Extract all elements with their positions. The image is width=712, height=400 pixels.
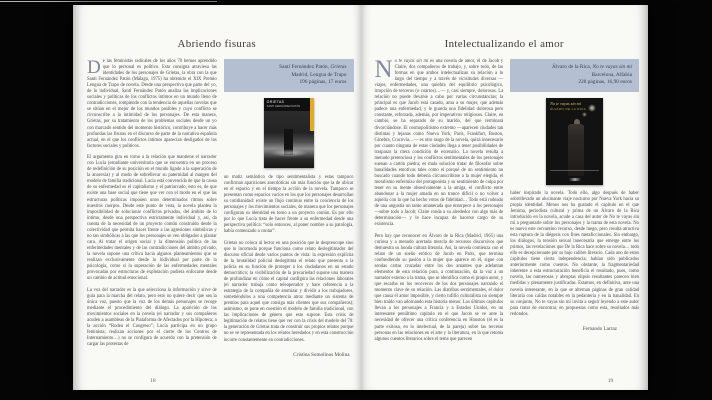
- paragraph: un matiz semántico de tipo sentimentalista y estas tampoco confirman apariciones anecdóticas sin más función que la de ubicar en el espacio y en el tiempo la acción de la novela. Tampoco se presentan como espacios vacíos en los que los personajes desarrollan su cotidianidad: existe un flujo continuo entre la conciencia de los personajes y los movimientos sociales, de manera que los personajes configuran su identidad en torno a un proyecto común. Es por ello por lo que Lucía trata de hacer frente a su enfermedad desde una perspectiva política: “solo entonces, al poner nombre a su patología, había comenzado a contar”.: [223, 174, 354, 235]
- right-column-2: [510, 59, 639, 348]
- dropcap-n: N: [374, 56, 393, 83]
- paragraph: Grietas no coloca al lector en una posición que le despreocupe sino que lo incomoda porque funciona como relato deslegitimador del discurso oficial desde varios puntos de vista: la expresión explícita de la brutalidad policial deslegitima el relato que presenta a la policía en su función de proteger a los ciudadanos en un estado democrático; la visibilización de la precariedad supone una manera de profundizar en cómo el capital configura las relaciones laborales (el narrador trabaja como teleoperador y hace referencia a la estrategia de la compañía de atomizar y dividir a los trabajadores, sometiéndolos a una competencia atroz mediante un sistema de premios para aquel que consiga más clientes que sus compañeros); asimismo, se pone en cuestión el modelo de familia tradicional, con las implicaciones de género que esto supone. Esta crisis de legitimación de relatos tiene que ver con la crisis del modelo del 78: la generación de Grietas trata de construir sus propios relatos porque no se ve representada en los relatos heredados y en esta construcción incurre constantemente en contradicciones.: [223, 240, 354, 343]
- book-author-title: Santi Fernández Patón, Grietas: [279, 64, 347, 70]
- book-publisher: Madrid, Lengua de Trapo: [291, 71, 347, 78]
- book-info-box-grietas: [224, 59, 354, 92]
- cover-light-bokeh: [588, 104, 596, 112]
- paragraph: De las feministas radicales de los años 70 hemos aprendido que lo personal es político. Esta consigna atraviesa las identidades de los personajes de Grietas, la obra con la que Santi Fernández Patón (Málaga, 1975) ha obtenido el XIX Premio Lengua de Trapo de novela. Desde una perspectiva que parte del yo, de lo individual, Santi Fernández Patón analiza las implicaciones sociales y políticas de los conflictos íntimos en un mundo lleno de contradicciones, rompiendo con la tendencia de aquellas novelas que se sitúan en el mejor de los mundos posibles y cuyo conflicto se circunscribe a la intimidad de los personajes. De esta manera, Grietas, por su tratamiento de los problemas sociales desde un yo con marcado sentido del momento histórico, contribuye a hacer más profundas las fisuras en el discurso de parte de la narrativa española actual, en el que los conflictos íntimos aparecían desligados de los factores sociales y políticos.: [87, 57, 217, 149]
- book-cover-grietas: [264, 98, 314, 168]
- page-left-content: [73, 59, 361, 358]
- paragraph: Pero hay que reconocer en Álvaro de la Rica (Madrid, 1965) una curiosa y a menudo acertada mezcla de recursos discursivos que demuestra su honda cultura literaria. Así, la novela comienza con el relato de un sueño erótico de Jacob en París, que termina confundiendo su pasión a la mujer que aparece en él, sigue con sendas cartas cruzadas entre los dos amantes que adelantan elementos de esta relación pura, a continuación, da la voz a un narrador externo a la trama, que se identifica como el propio autor, y que escarba en los recovecos de los dos personajes narrando el momento clave de su relación. Las diatribas sentimentales, el dolor que causa el amor imposible, y cierto tufillo culturalista no siempre bien traído van adornando esta historia menor. Los últimos capítulos llevan a los personajes a Francia y a Estados Unidos, en un interesante penúltimo capítulo en el que Jacob se ve ante la necesidad de ofrecer una crítica conferencia en Houston (él es la parte exitosa, en lo intelectual, de la pareja) sobre las terceras personas en las relaciones en el arte y la literatura, en la que retoma algunos cuentos literarios sobre el tema que parecen: [374, 233, 504, 342]
- paragraph: La voz del narrador es la que selecciona la información y sirve de guía para la marcha del relato, pero esto no quiere decir que sea la única voz, puesto que la voz de los demás personajes se recoge mediante el procedimiento del diálogo. La aparición de los movimientos sociales en la novela (el narrador y sus compañeros acuden a asambleas de la Plataforma de Afectados por la Hipoteca; a la acción “Rodea el Congreso”; Lucía participa en un grupo feminista; realizan acciones por el cierre de los Centros de Internamiento…) no se configura de acuerdo con la pretensión de cargar las protestas de: [87, 287, 217, 348]
- book-details: 228 páginas, 16,90 euros: [578, 79, 632, 86]
- left-column-1: [87, 59, 217, 358]
- book-cover-no-te-vayas: [546, 98, 603, 185]
- cover-railing-line: [550, 170, 599, 171]
- cover-title-text: No te vayas sin mí: [550, 100, 581, 106]
- dropcap-d: D: [87, 57, 101, 78]
- article-title-right: Intelectualizando el amor: [444, 38, 564, 50]
- paragraph: El argumento gira en torno a la relación que mantiene el narrador con Lucía (estudiante universitaria que se encuentra en un proceso de redefinición de su posición en el mundo ligado a la superación de la anorexia) y al modo de sobrellevar su paternidad al margen del modelo de familia tradicional. Lucía está convencida de que la causa de su enfermedad es el capitalismo y el patriarcado, esto es, de que existe una base social que tiene que ver con el modo en el que las estructuras políticas imponen unos determinados ritmos sobre nuestros cuerpos. Desde este punto de vista, la novela plantea la imposibilidad de solucionar conflictos privados, del ámbito de lo íntimo, desde una perspectiva estrictamente individual y, así, da cuenta de la necesidad de un proyecto común construido desde la colectividad que permita hacer frente a las agresiones simbólicas y no tan simbólicas a las que los personajes se ven obligados a plantar cara. Al tratar el origen social y la dimensión política de las enfermedades mentales y de las contradicciones del ámbito privado, la novela supone una crítica hacia algunos planteamientos que se realizan exclusivamente desde lo individual por parte de la psicología, como si la superación de las enfermedades mentales provocadas por estructuras de explotación pudiera enfocarse desde un cambio de actitud emocional.: [87, 155, 217, 282]
- left-column-2: [224, 59, 354, 358]
- publisher-logo: [569, 178, 581, 181]
- cover-figure-man: [568, 124, 584, 176]
- page-right: [361, 5, 649, 390]
- magazine-spread: [73, 5, 648, 390]
- cover-title-text: GRIETAS: [266, 99, 285, 104]
- cover-crowd-lights: [270, 149, 308, 157]
- book-publisher: Barcelona, Alfabia: [591, 71, 632, 78]
- paragraph: No te vayas sin mí es una novela de amor, el de Jacob y Claire, dos compañeros de trabajo, y, sobre todo, de las formas en que ambos intelectualizan su relación a lo largo del tiempo y a través de vicisitudes diversas —viajes, enfermedades, una quiebra del equilibrio psicológico, irrupción de terceros (o cuartos)…— y, casi siempre, dolorosas. La relación no puede llevarse a cabo por varias circunstancias; la principal es que Jacob está casado, ama a su mujer, que además padece una enfermedad, y le guarda una fidelidad dolorosa pero constante, reforzada, además, por imperativos religiosos. Claire, en cambio, se ha separado de su marido, del que terminará divorciándose. El cosmopolitismo extremo —aparecen ciudades tan distintas y lejanas como Nueva York, París, Frankfurt, Boston, Ginebra, Cracovia…— es otro rasgo de la novela, quizá innecesario por cuanto ninguna de estas ciudades llega a tener posibilidades de traspasar la mera condición de escenario. La novela resulta a menudo pretenciosa y los conflictos sentimentales de los personajes suenan a cartón piedra; es mala solución tratar de filosofar sobre banalidades emotivas tales como el porqué de un sentimiento no buscado cuando todo debería circunscribirse a la mujer elegida, el moralismo enfermizo del protagonista y su sentimiento de culpa por tener en su mente obsesivamente a la amiga, el conflicto entre abandonar a la mujer amada en un trance difícil o no volver a aquella con la que ha hecho votos de fidelidad… Todo está rodeado de una angustia un tanto amanerada que entorpece a los personajes —sobre todo a Jacob; Claire ronda a su alrededor con algo más de determinación— y le hace incapaz de hacerse cargo de su existencia.: [374, 56, 504, 228]
- reviewer-signature-left: Cristina Somolinos Molina: [293, 351, 350, 358]
- cover-author-text: ÁLVARO DE LA RICA: [550, 106, 586, 111]
- article-title-left: Abriendo fisuras: [177, 38, 256, 50]
- reviewer-signature-right: Fernando Larraz: [582, 325, 617, 332]
- window-edge-highlight: [0, 1, 217, 2]
- cover-photo-plaza: [264, 111, 314, 168]
- book-info-box-no-te-vayas: [510, 59, 639, 92]
- book-author-title: Álvaro de la Rica, No te vayas sin mí: [551, 64, 632, 70]
- right-column-1: [374, 56, 504, 348]
- book-details: 196 páginas, 17 euros: [299, 79, 347, 86]
- cover-yellow-stripe: [310, 98, 314, 131]
- page-number-right: 19: [607, 378, 614, 384]
- cover-light-bokeh: [582, 112, 587, 117]
- page-left: [73, 5, 361, 390]
- paragraph: haber inspirado la novela. Todo ello, algo después de haber sobrellevado un alucinante viaje nocturno por Nueva York hacia su propia identidad. Menos nos ha gustado el capítulo en el que Jemima, periodista cultural y prima de un Álvaro de la Rica introducido en la novela, acude a casa del autor de No te vayas sin mí a preguntarle sobre los personajes y la trama de esta novela. No es nuevo este cervantino recurso, desde luego, pero resulta atractiva esta ruptura de la diégesis con fines metaficcionales. Sin embargo, los diálogos, la tensión sexual innecesaria que emerge entre los primos, las revelaciones que De la Rica hace sobre su novela… todo ello es decepcionante por su bajo calibre literario. Cada uno de estos capítulos tiene cierta independencia; habían sido publicados anteriormente como cuentos. No obstante, la fragmentariedad inherente a esta estructuración beneficia el resultado, pues, como novela, las numerosas y abruptas elipsis resultantes parecen bien medidas y plenamente justificadas. Estamos, en definitiva, ante una novela interesante, en la que se alternan páginas de gran calidad literaria con caídas notables en la pedantería y en la banalidad. En su conjunto, No te vayas sin mí invita a seguir leyendo a este autor para tratar de encontrar, en propuestas como esta, resultados más redondos.: [510, 190, 639, 317]
- cover-author-text: SANTI FERNÁNDEZ PATÓN: [266, 104, 301, 108]
- page-right-content: [361, 56, 649, 348]
- page-number-left: 18: [150, 378, 156, 384]
